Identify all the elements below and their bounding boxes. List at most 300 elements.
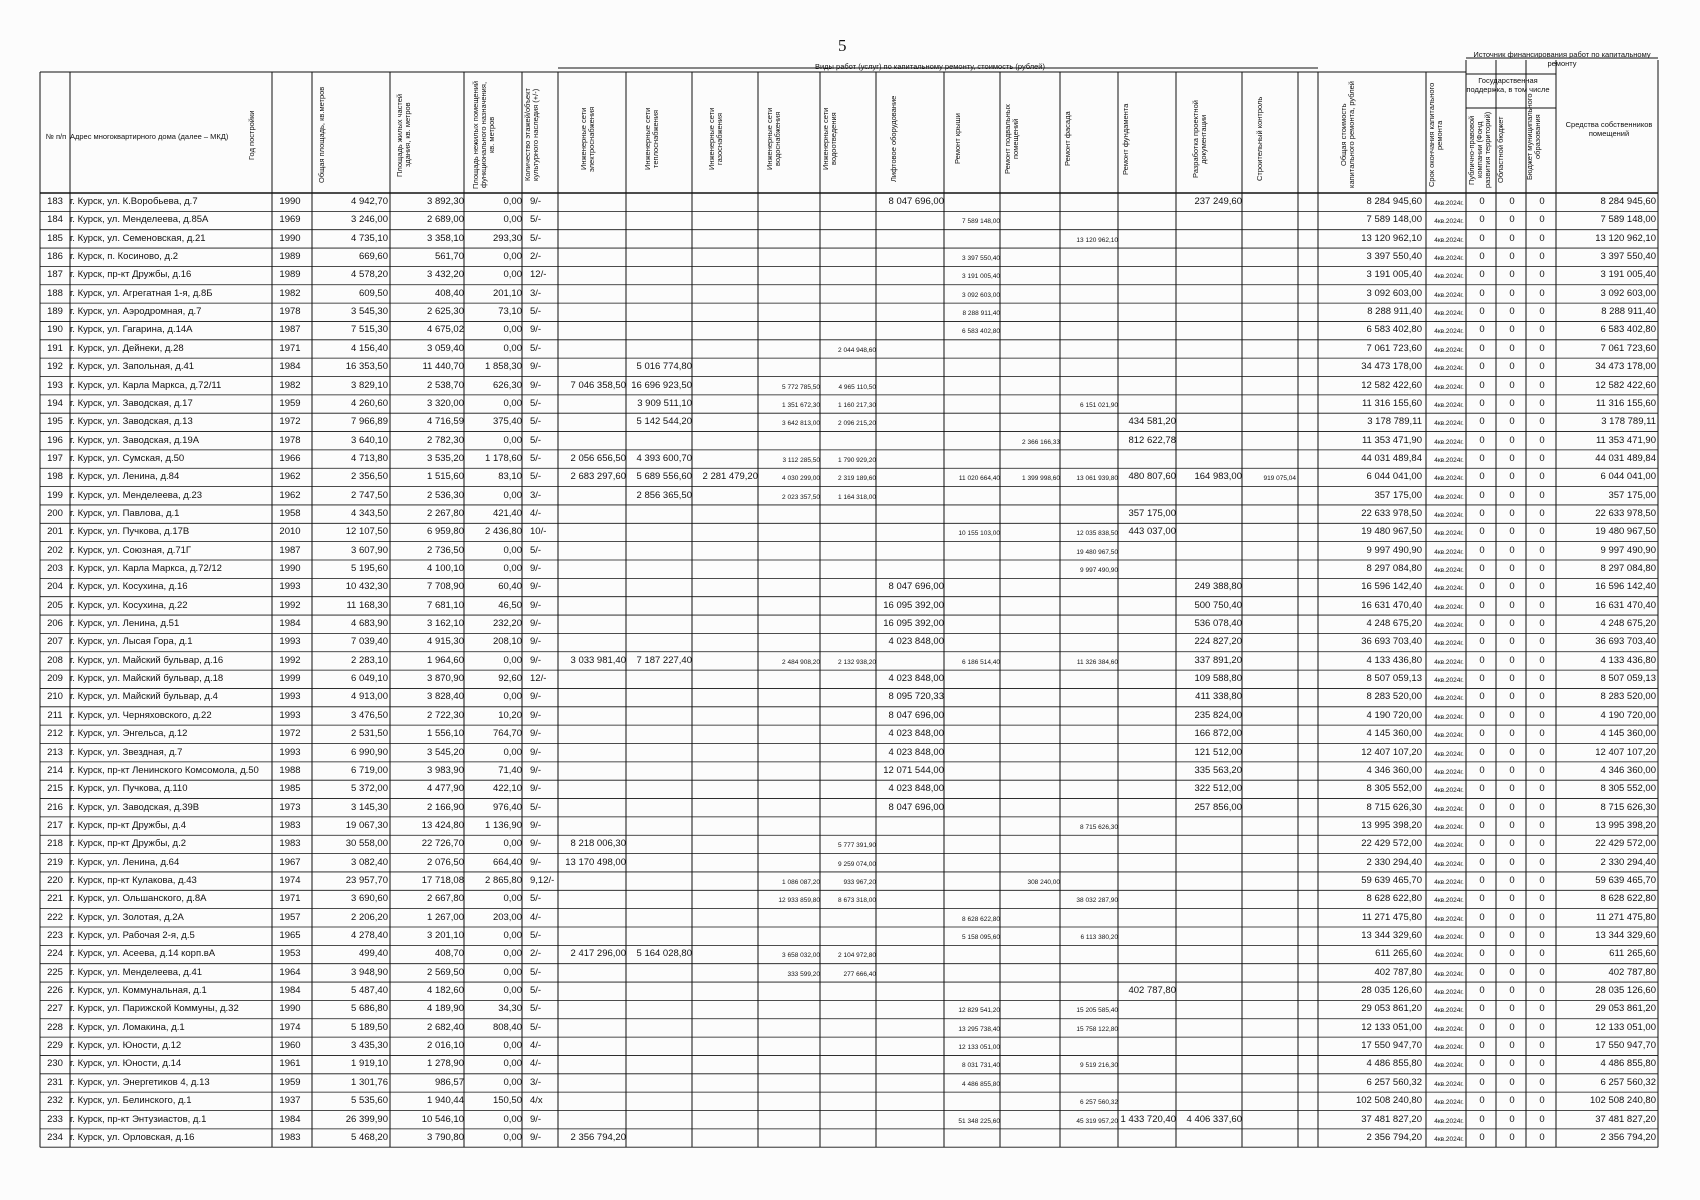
- cell-living: 7 681,10: [427, 599, 464, 611]
- cell-cost: 6 583 402,80: [1366, 324, 1422, 336]
- cell-nonres: 422,10: [492, 783, 522, 795]
- cell-owners: 4 248 675,20: [1600, 618, 1656, 630]
- cell-total: 3 545,30: [351, 306, 388, 318]
- cell-living: 3 828,40: [427, 691, 464, 703]
- cell-addr: г. Курск, ул. Семеновская, д.21: [70, 232, 206, 244]
- cell-floors: 5/-: [530, 966, 542, 978]
- cell-cost: 3 397 550,40: [1366, 251, 1422, 263]
- cell-fund: 0: [1479, 966, 1485, 978]
- cell-owners: 8 507 059,13: [1600, 673, 1656, 685]
- cell-cost: 7 061 723,60: [1366, 342, 1422, 354]
- cell-owners: 4 133 436,80: [1600, 654, 1656, 666]
- cell-cost: 8 284 945,60: [1366, 196, 1422, 207]
- cell-municipal: 0: [1539, 764, 1545, 776]
- cell-owners: 8 715 626,30: [1600, 801, 1656, 813]
- cell-n: 229: [47, 1040, 63, 1052]
- cell-water: 12 933 859,80: [778, 897, 820, 905]
- cell-sewer: 5 777 391,90: [838, 842, 876, 850]
- cell-addr: г. Курск, ул. Менделеева, д.85А: [70, 214, 209, 226]
- cell-owners: 29 053 861,20: [1595, 1003, 1656, 1015]
- cell-addr: г. Курск, ул. Белинского, д.1: [70, 1095, 192, 1107]
- cell-living: 408,40: [434, 287, 464, 299]
- cell-total: 4 578,20: [351, 269, 388, 281]
- cell-regional: 0: [1509, 489, 1515, 501]
- cell-total: 6 990,90: [351, 746, 388, 758]
- cell-fund: 0: [1479, 673, 1485, 685]
- cell-living: 3 162,10: [427, 618, 464, 630]
- cell-year: 1964: [279, 966, 301, 978]
- cell-addr: г. Курск, ул. Юности, д.14: [70, 1058, 182, 1070]
- cell-living: 2 267,80: [427, 507, 464, 519]
- cell-fund: 0: [1479, 269, 1485, 281]
- cell-floors: 5/-: [530, 930, 542, 941]
- cell-n: 198: [47, 471, 63, 483]
- cell-living: 10 546,10: [421, 1113, 464, 1125]
- cell-cost: 13 995 398,20: [1361, 819, 1422, 831]
- cell-period: 4кв.2024г.: [1434, 438, 1464, 446]
- header-heat: Инженерные сети теплоснабжения: [643, 107, 660, 171]
- cell-cost: 9 997 490,90: [1366, 544, 1422, 556]
- cell-living: 2 166,90: [427, 801, 464, 813]
- cell-period: 4кв.2024г.: [1434, 200, 1464, 207]
- cell-regional: 0: [1509, 434, 1515, 446]
- cell-regional: 0: [1509, 416, 1515, 428]
- cell-control: 919 075,04: [1263, 475, 1296, 483]
- cell-cost: 4 248 675,20: [1366, 618, 1422, 630]
- cell-year: 1959: [279, 1076, 301, 1088]
- cell-regional: 0: [1509, 287, 1515, 299]
- cell-addr: г. Курск, ул. Майский бульвар, д.18: [70, 673, 224, 685]
- cell-fund: 0: [1479, 874, 1485, 886]
- cell-floors: 5/-: [530, 893, 542, 905]
- cell-owners: 59 639 465,70: [1595, 874, 1656, 886]
- cell-total: 5 372,00: [351, 783, 388, 795]
- cell-year: 1953: [279, 948, 301, 960]
- cell-year: 1978: [279, 306, 301, 318]
- cell-water: 1 086 087,20: [782, 878, 820, 886]
- cell-period: 4кв.2024г.: [1434, 989, 1464, 997]
- cell-addr: г. Курск, ул. К.Воробьева, д.7: [70, 196, 198, 207]
- cell-facade: 6 151 021,90: [1080, 401, 1118, 409]
- cell-owners: 4 486 855,80: [1600, 1058, 1656, 1070]
- cell-addr: г. Курск, пр-кт Дружбы, д.4: [70, 819, 187, 831]
- cell-nonres: 0,00: [503, 966, 522, 978]
- cell-roof: 10 155 103,00: [958, 530, 1000, 538]
- cell-owners: 34 473 178,00: [1595, 361, 1656, 373]
- cell-year: 1972: [279, 416, 301, 428]
- cell-addr: г. Курск, ул. Золотая, д.2А: [70, 911, 184, 923]
- cell-period: 4кв.2024г.: [1434, 548, 1464, 556]
- cell-fund: 0: [1479, 1040, 1485, 1052]
- cell-cost: 13 120 962,10: [1361, 232, 1422, 244]
- cell-cost: 8 715 626,30: [1366, 801, 1422, 813]
- cell-roof: 3 191 005,40: [962, 273, 1000, 281]
- cell-period: 4кв.2024г.: [1434, 273, 1464, 281]
- cell-roof: 6 583 402,80: [962, 328, 1000, 336]
- cell-cost: 44 031 489,84: [1361, 452, 1422, 464]
- cell-cost: 8 628 622,80: [1366, 893, 1422, 905]
- cell-electric: 2 683 297,60: [570, 471, 626, 483]
- cell-foundation: 402 787,80: [1128, 985, 1176, 997]
- cell-addr: г. Курск, ул. Косухина, д.16: [70, 581, 188, 593]
- cell-year: 1992: [279, 599, 301, 611]
- cell-fund: 0: [1479, 324, 1485, 336]
- cell-regional: 0: [1509, 1021, 1515, 1033]
- cell-facade: 6 113 380,20: [1080, 934, 1118, 941]
- cell-owners: 44 031 489,84: [1595, 452, 1656, 464]
- cell-sewer: 277 666,40: [843, 970, 876, 978]
- cell-owners: 13 995 398,20: [1595, 819, 1656, 831]
- cell-total: 5 487,40: [351, 985, 388, 997]
- cell-nonres: 1 136,90: [485, 819, 522, 831]
- cell-heat: 4 393 600,70: [636, 452, 692, 464]
- cell-owners: 6 583 402,80: [1600, 324, 1656, 336]
- header-works-group: Виды работ (услуг) по капитальному ремонту, стоимость (рублей): [814, 62, 1045, 71]
- cell-owners: 8 284 945,60: [1600, 196, 1656, 207]
- cell-n: 211: [47, 709, 63, 721]
- cell-period: 4кв.2024г.: [1434, 787, 1464, 795]
- cell-fund: 0: [1479, 214, 1485, 226]
- cell-floors: 5/-: [530, 1003, 542, 1015]
- cell-total: 2 206,20: [351, 911, 388, 923]
- cell-regional: 0: [1509, 397, 1515, 409]
- cell-total: 4 913,00: [351, 691, 388, 703]
- cell-owners: 2 356 794,20: [1600, 1131, 1656, 1143]
- cell-water: 333 599,20: [787, 970, 820, 978]
- header-nonres-area: Площадь нежилых помещений функционального назначения, кв. метров: [471, 80, 496, 190]
- cell-regional: 0: [1509, 526, 1515, 538]
- cell-cost: 28 035 126,60: [1361, 985, 1422, 997]
- cell-owners: 12 133 051,00: [1595, 1021, 1656, 1033]
- cell-floors: 5/-: [530, 985, 542, 997]
- cell-floors: 5/-: [530, 306, 542, 318]
- cell-total: 3 607,90: [351, 544, 388, 556]
- cell-nonres: 375,40: [492, 416, 522, 428]
- cell-total: 2 283,10: [351, 654, 388, 666]
- cell-regional: 0: [1509, 471, 1515, 483]
- cell-year: 1990: [279, 1003, 301, 1015]
- cell-period: 4кв.2024г.: [1434, 622, 1464, 630]
- cell-living: 4 716,59: [427, 416, 464, 428]
- cell-municipal: 0: [1539, 251, 1545, 263]
- cell-year: 1961: [279, 1058, 301, 1070]
- cell-owners: 4 190 720,00: [1600, 709, 1656, 721]
- cell-living: 1 940,44: [427, 1095, 464, 1107]
- cell-municipal: 0: [1539, 507, 1545, 519]
- cell-total: 19 067,30: [345, 819, 388, 831]
- cell-period: 4кв.2024г.: [1434, 346, 1464, 354]
- cell-floors: 3/-: [530, 489, 542, 501]
- cell-fund: 0: [1479, 764, 1485, 776]
- cell-addr: г. Курск, ул. Черняховского, д.22: [70, 709, 212, 721]
- cell-municipal: 0: [1539, 1058, 1545, 1070]
- cell-living: 3 790,80: [427, 1131, 464, 1143]
- cell-n: 208: [47, 654, 63, 666]
- cell-regional: 0: [1509, 342, 1515, 354]
- cell-floors: 5/-: [530, 397, 542, 409]
- cell-nonres: 0,00: [503, 654, 522, 666]
- cell-fund: 0: [1479, 361, 1485, 373]
- cell-nonres: 0,00: [503, 544, 522, 556]
- cell-floors: 2/-: [530, 948, 542, 960]
- cell-year: 1984: [279, 618, 301, 630]
- cell-n: 197: [47, 452, 63, 464]
- cell-floors: 4/х: [530, 1095, 543, 1107]
- cell-nonres: 0,00: [503, 930, 522, 941]
- cell-municipal: 0: [1539, 819, 1545, 831]
- cell-municipal: 0: [1539, 599, 1545, 611]
- cell-roof: 4 486 855,80: [962, 1080, 1000, 1088]
- cell-roof: 12 829 541,20: [958, 1007, 1000, 1015]
- cell-floors: 9/-: [530, 728, 542, 740]
- cell-addr: г. Курск, ул. Пучкова, д.17В: [70, 526, 190, 538]
- cell-n: 226: [47, 985, 63, 997]
- cell-n: 189: [47, 306, 63, 318]
- cell-owners: 22 633 978,50: [1595, 507, 1656, 519]
- cell-electric: 2 356 794,20: [570, 1131, 626, 1143]
- cell-floors: 9/-: [530, 856, 542, 868]
- cell-total: 4 735,10: [351, 232, 388, 244]
- cell-total: 499,40: [358, 948, 388, 960]
- cell-cost: 8 305 552,00: [1366, 783, 1422, 795]
- cell-regional: 0: [1509, 196, 1515, 207]
- cell-sewer: 9 259 074,00: [838, 860, 876, 868]
- cell-living: 2 667,80: [427, 893, 464, 905]
- cell-total: 5 468,20: [351, 1131, 388, 1143]
- cell-n: 199: [47, 489, 63, 501]
- cell-year: 1959: [279, 397, 301, 409]
- cell-municipal: 0: [1539, 728, 1545, 740]
- cell-n: 184: [47, 214, 63, 226]
- header-fund: Публично-правовой компании (Фонд развития территорий): [1467, 111, 1492, 189]
- cell-nonres: 1 858,30: [485, 361, 522, 373]
- cell-fund: 0: [1479, 636, 1485, 648]
- cell-n: 187: [47, 269, 63, 281]
- cell-municipal: 0: [1539, 379, 1545, 391]
- cell-addr: г. Курск, ул. Менделеева, д.23: [70, 489, 203, 501]
- cell-lift: 8 047 696,00: [888, 581, 944, 593]
- cell-owners: 12 407 107,20: [1595, 746, 1656, 758]
- cell-municipal: 0: [1539, 306, 1545, 318]
- cell-total: 4 260,60: [351, 397, 388, 409]
- cell-floors: 9/-: [530, 691, 542, 703]
- cell-roof: 8 628 622,80: [962, 915, 1000, 923]
- header-address: Адрес многоквартирного дома (далее – МКД): [70, 132, 229, 141]
- cell-owners: 9 997 490,90: [1600, 544, 1656, 556]
- cell-nonres: 232,20: [492, 618, 522, 630]
- cell-addr: г. Курск, ул. Асеева, д.14 корп.вА: [70, 948, 216, 960]
- cell-cost: 16 631 470,40: [1361, 599, 1422, 611]
- cell-year: 2010: [279, 526, 301, 538]
- cell-nonres: 0,00: [503, 1131, 522, 1143]
- cell-water: 3 658 032,00: [782, 952, 820, 960]
- header-municipal: Бюджет муниципального образования: [1525, 93, 1542, 181]
- cell-owners: 12 582 422,60: [1595, 379, 1656, 391]
- cell-municipal: 0: [1539, 673, 1545, 685]
- cell-n: 219: [47, 856, 63, 868]
- cell-municipal: 0: [1539, 416, 1545, 428]
- cell-regional: 0: [1509, 452, 1515, 464]
- cell-period: 4кв.2024г.: [1434, 456, 1464, 464]
- cell-addr: г. Курск, ул. Рабочая 2-я, д.5: [70, 930, 195, 941]
- cell-cost: 611 265,60: [1375, 948, 1422, 960]
- cell-addr: г. Курск, ул. Парижской Коммуны, д.32: [70, 1003, 239, 1015]
- cell-living: 3 358,10: [427, 232, 464, 244]
- cell-total: 1 919,10: [351, 1058, 388, 1070]
- cell-nonres: 626,30: [492, 379, 522, 391]
- cell-floors: 12/-: [530, 673, 547, 685]
- cell-regional: 0: [1509, 691, 1515, 703]
- cell-owners: 11 271 475,80: [1595, 911, 1656, 923]
- cell-sewer: 2 319 189,60: [838, 475, 876, 483]
- cell-total: 3 640,10: [351, 434, 388, 446]
- cell-regional: 0: [1509, 1131, 1515, 1143]
- cell-addr: г. Курск, ул. Косухина, д.22: [70, 599, 188, 611]
- cell-nonres: 0,00: [503, 269, 522, 281]
- cell-fund: 0: [1479, 654, 1485, 666]
- cell-addr: г. Курск, ул. Лысая Гора, д.1: [70, 636, 193, 648]
- cell-heat: 5 164 028,80: [636, 948, 692, 960]
- cell-roof: 3 092 603,00: [962, 291, 1000, 299]
- cell-nonres: 46,50: [498, 599, 522, 611]
- cell-cost: 2 330 294,40: [1366, 856, 1422, 868]
- cell-year: 1971: [279, 342, 301, 354]
- cell-foundation: 434 581,20: [1128, 416, 1176, 428]
- cell-municipal: 0: [1539, 324, 1545, 336]
- cell-period: 4кв.2024г.: [1434, 1135, 1464, 1143]
- header-electric: Инженерные сети электроснабжения: [579, 106, 596, 172]
- cell-owners: 11 353 471,90: [1595, 434, 1656, 446]
- cell-floors: 5/-: [530, 214, 542, 226]
- cell-living: 3 432,20: [427, 269, 464, 281]
- cell-floors: 5/-: [530, 232, 542, 244]
- cell-addr: г. Курск, пр-кт Кулакова, д.43: [70, 874, 197, 886]
- cell-regional: 0: [1509, 636, 1515, 648]
- cell-total: 669,60: [358, 251, 388, 263]
- cell-municipal: 0: [1539, 966, 1545, 978]
- cell-total: 4 343,50: [351, 507, 388, 519]
- cell-cost: 17 550 947,70: [1361, 1040, 1422, 1052]
- cell-regional: 0: [1509, 801, 1515, 813]
- cell-owners: 4 145 360,00: [1600, 728, 1656, 740]
- cell-regional: 0: [1509, 948, 1515, 960]
- cell-living: 408,70: [434, 948, 464, 960]
- cell-cost: 11 316 155,60: [1361, 397, 1422, 409]
- cell-floors: 3/-: [530, 287, 542, 299]
- cell-regional: 0: [1509, 269, 1515, 281]
- cell-lift: 16 095 392,00: [883, 618, 944, 630]
- cell-period: 4кв.2024г.: [1434, 805, 1464, 813]
- cell-total: 4 278,40: [351, 930, 388, 941]
- cell-fund: 0: [1479, 783, 1485, 795]
- cell-roof: 12 133 051,00: [958, 1044, 1000, 1052]
- cell-floors: 9/-: [530, 196, 542, 207]
- cell-fund: 0: [1479, 930, 1485, 941]
- cell-nonres: 664,40: [492, 856, 522, 868]
- cell-living: 3 892,30: [427, 196, 464, 207]
- cell-lift: 8 047 696,00: [888, 709, 944, 721]
- cell-regional: 0: [1509, 1003, 1515, 1015]
- cell-cost: 34 473 178,00: [1361, 361, 1422, 373]
- cell-floors: 4/-: [530, 911, 542, 923]
- cell-n: 202: [47, 544, 63, 556]
- cell-municipal: 0: [1539, 342, 1545, 354]
- cell-design: 337 891,20: [1194, 654, 1242, 666]
- cell-water: 2 484 908,20: [782, 658, 820, 666]
- cell-n: 194: [47, 397, 63, 409]
- cell-municipal: 0: [1539, 1076, 1545, 1088]
- cell-foundation: 812 622,78: [1128, 434, 1176, 446]
- cell-n: 221: [47, 893, 63, 905]
- cell-total: 2 356,50: [351, 471, 388, 483]
- cell-n: 213: [47, 746, 63, 758]
- cell-living: 6 959,80: [427, 526, 464, 538]
- cell-total: 3 829,10: [351, 379, 388, 391]
- cell-municipal: 0: [1539, 618, 1545, 630]
- cell-fund: 0: [1479, 581, 1485, 593]
- cell-living: 1 267,00: [427, 911, 464, 923]
- cell-n: 233: [47, 1113, 63, 1125]
- cell-period: 4кв.2024г.: [1434, 768, 1464, 776]
- cell-living: 7 708,90: [427, 581, 464, 593]
- cell-sewer: 2 104 972,80: [838, 952, 876, 960]
- cell-design: 335 563,20: [1194, 764, 1242, 776]
- cell-regional: 0: [1509, 599, 1515, 611]
- cell-addr: г. Курск, ул. Аэродромная, д.7: [70, 306, 202, 318]
- cell-living: 4 477,90: [427, 783, 464, 795]
- cell-addr: г. Курск, ул. Заводская, д.19А: [70, 434, 200, 446]
- cell-municipal: 0: [1539, 269, 1545, 281]
- cell-facade: 8 715 626,30: [1080, 823, 1118, 831]
- cell-regional: 0: [1509, 563, 1515, 574]
- cell-n: 191: [47, 342, 63, 354]
- cell-fund: 0: [1479, 948, 1485, 960]
- cell-period: 4кв.2024г.: [1434, 291, 1464, 299]
- cell-period: 4кв.2024г.: [1434, 1080, 1464, 1088]
- header-sewer: Инженерные сети водоотведения: [821, 107, 838, 171]
- cell-fund: 0: [1479, 507, 1485, 519]
- cell-living: 2 076,50: [427, 856, 464, 868]
- cell-municipal: 0: [1539, 232, 1545, 244]
- cell-regional: 0: [1509, 746, 1515, 758]
- cell-owners: 8 305 552,00: [1600, 783, 1656, 795]
- cell-municipal: 0: [1539, 1131, 1545, 1143]
- cell-water: 2 023 357,50: [782, 493, 820, 501]
- cell-floors: 9/-: [530, 1113, 542, 1125]
- cell-fund: 0: [1479, 287, 1485, 299]
- cell-design: 500 750,40: [1194, 599, 1242, 611]
- cell-addr: г. Курск, ул. Карла Маркса, д.72/12: [70, 563, 222, 574]
- cell-period: 4кв.2024г.: [1434, 365, 1464, 373]
- cell-regional: 0: [1509, 911, 1515, 923]
- cell-water: 3 642 813,00: [782, 420, 820, 428]
- cell-nonres: 71,40: [498, 764, 522, 776]
- cell-regional: 0: [1509, 232, 1515, 244]
- cell-n: 185: [47, 232, 63, 244]
- cell-n: 205: [47, 599, 63, 611]
- cell-fund: 0: [1479, 1095, 1485, 1107]
- cell-floors: 5/-: [530, 342, 542, 354]
- cell-total: 26 399,90: [345, 1113, 388, 1125]
- cell-nonres: 764,70: [492, 728, 522, 740]
- cell-fund: 0: [1479, 893, 1485, 905]
- cell-municipal: 0: [1539, 874, 1545, 886]
- cell-period: 4кв.2024г.: [1434, 713, 1464, 721]
- cell-n: 204: [47, 581, 63, 593]
- cell-n: 222: [47, 911, 63, 923]
- cell-design: 235 824,00: [1194, 709, 1242, 721]
- cell-municipal: 0: [1539, 930, 1545, 941]
